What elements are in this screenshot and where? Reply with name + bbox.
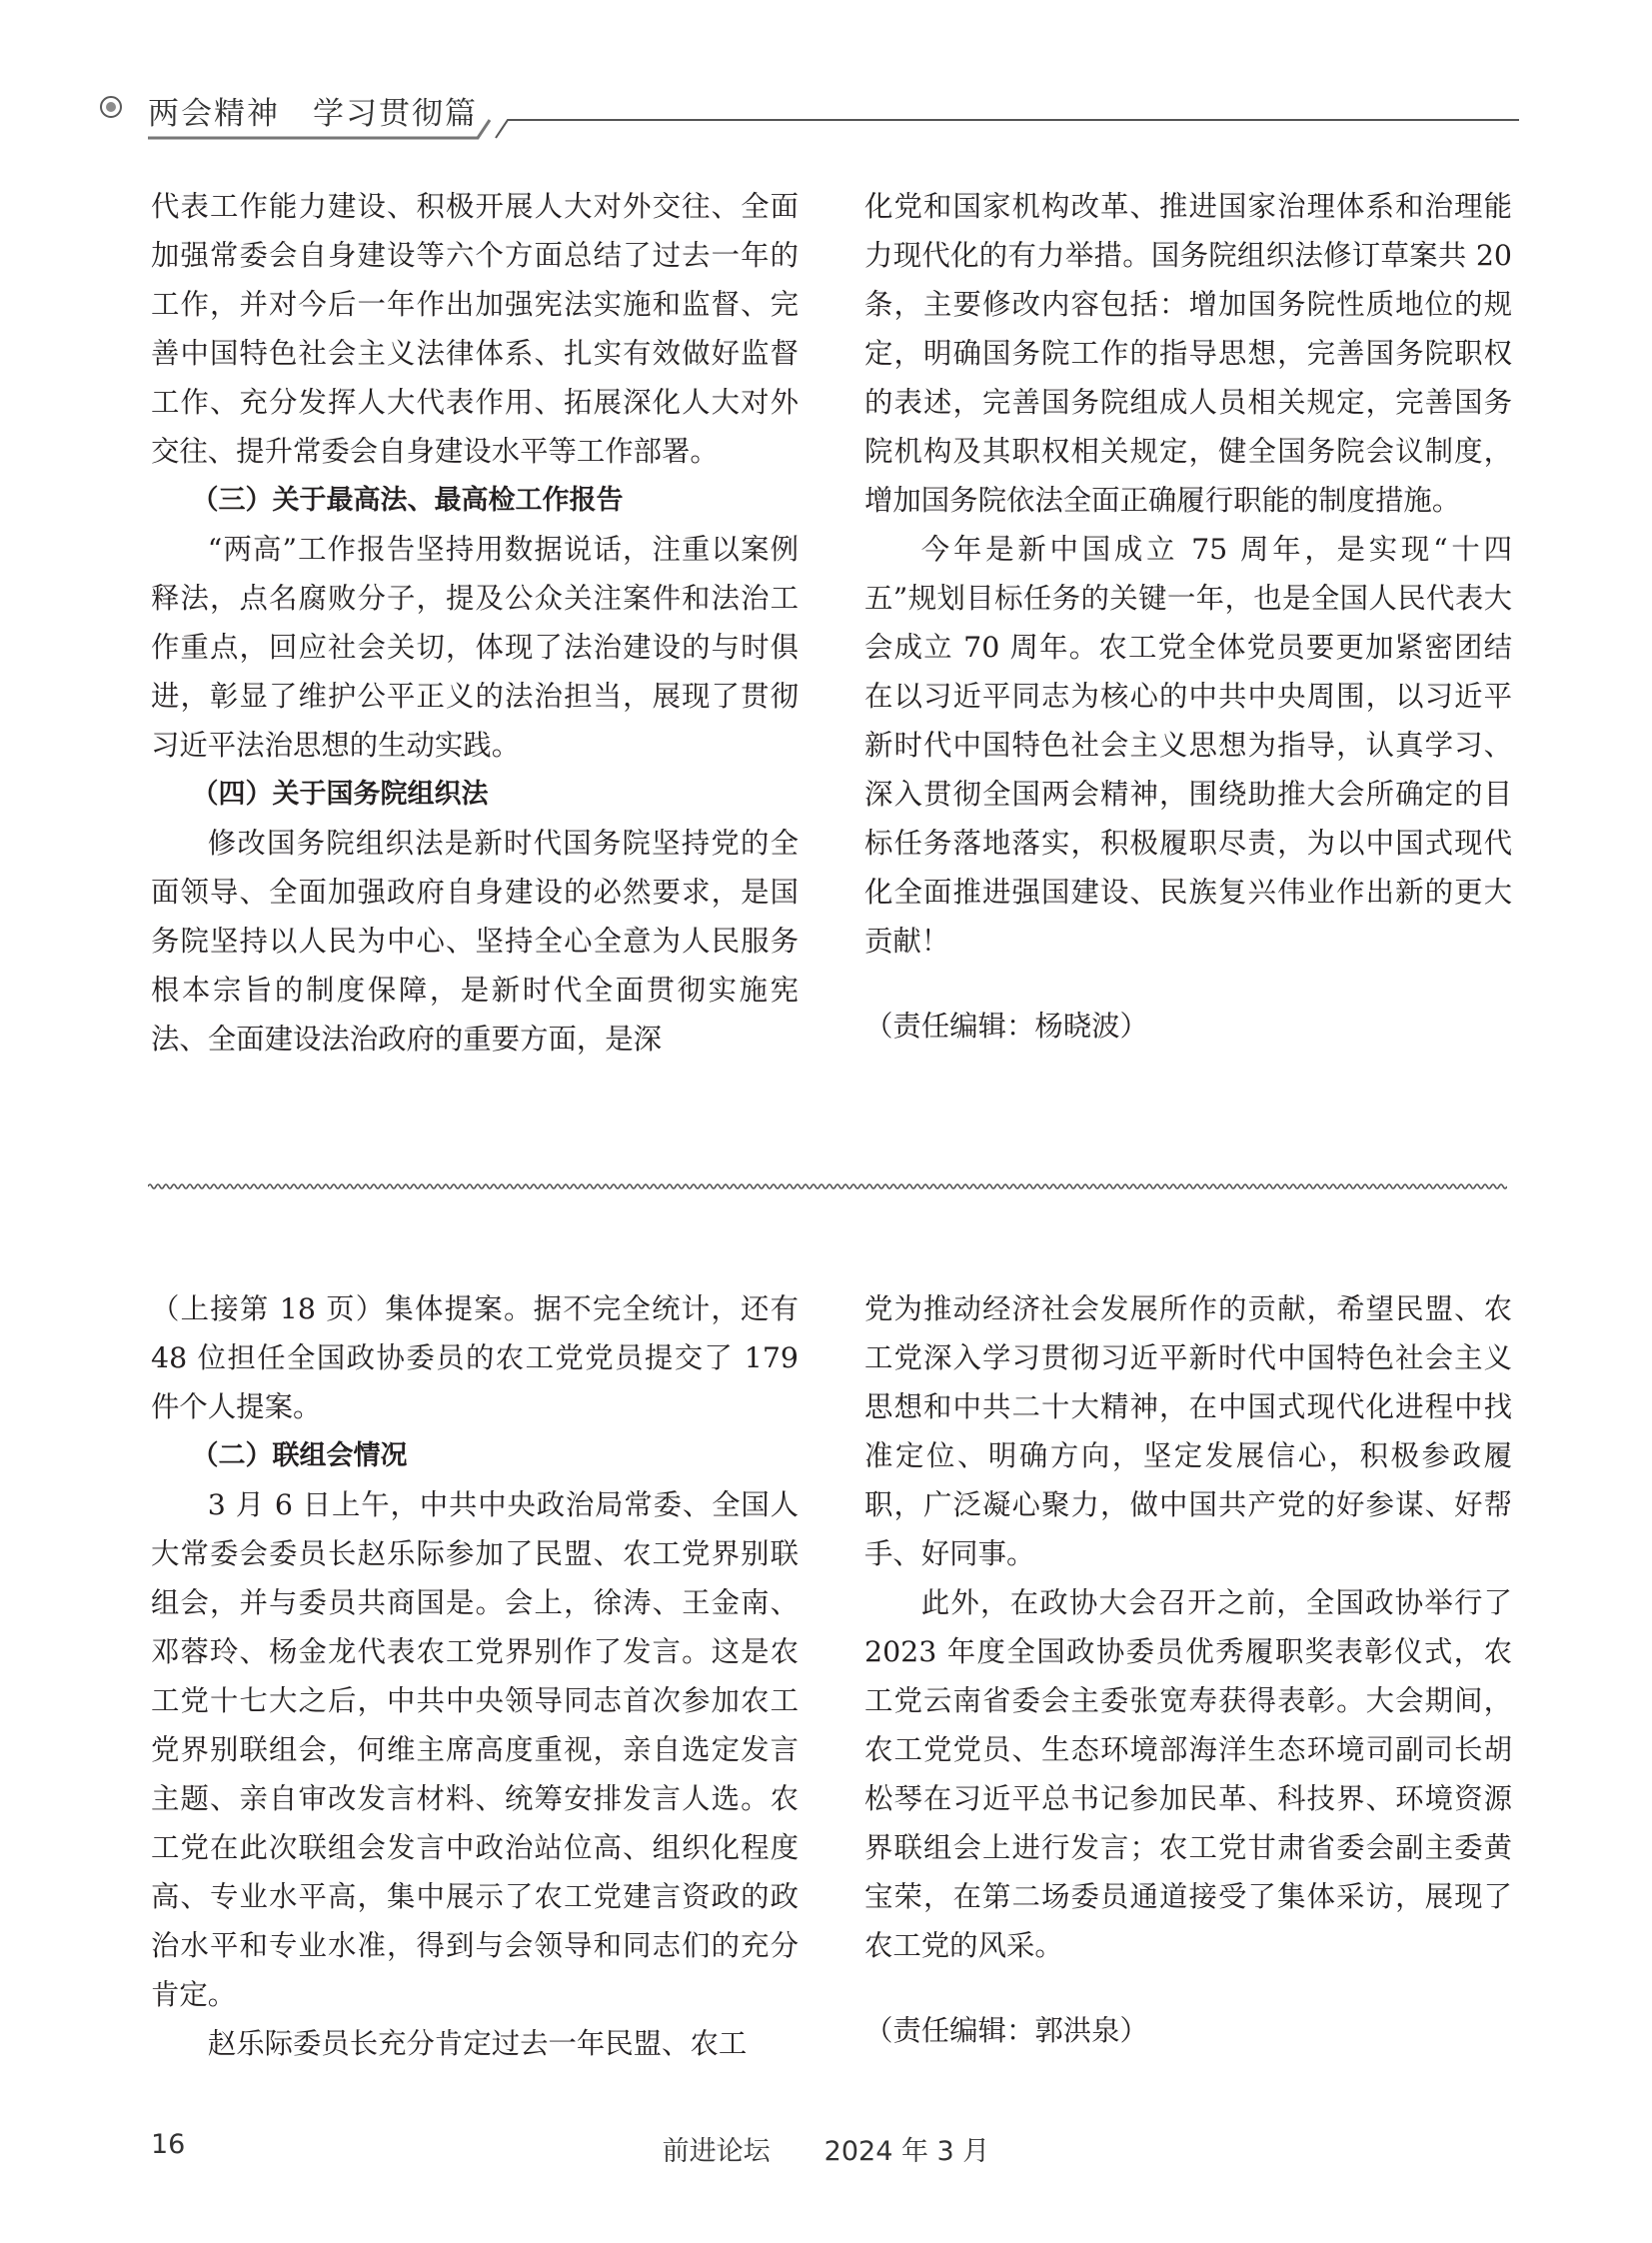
article-top-right-column [864,182,1512,1051]
paragraph: 党为推动经济社会发展所作的贡献，希望民盟、农工党深入学习贯彻习近平新时代中国特色社会主义思想和中共二十大精神，在中国式现代化进程中找准定位、明确方向，坚定发展信心，积极参政履职，广泛凝心聚力，做中国共产党的好参谋、好帮手、好同事。 [864,1292,1512,1570]
subheading-supreme-court-report: （三）关于最高法、最高检工作报告 [191,485,624,516]
paragraph: 修改国务院组织法是新时代国务院坚持党的全面领导、全面加强政府自身建设的必然要求，是国务院坚持以人民为中心、坚持全心全意为人民服务根本宗旨的制度保障，是新时代全面贯彻实施宪法、全面建设法治政府的重要方面，是深 [151,827,799,1056]
bullet-circle-icon [100,96,122,118]
running-header [0,0,1652,140]
editor-credit: （责任编辑：郭洪泉） [864,2014,1148,2047]
article-top-left-column [151,182,799,1064]
paragraph: 代表工作能力建设、积极开展人大对外交往、全面加强常委会自身建设等六个方面总结了过去一年的工作，并对今后一年作出加强宪法实施和监督、完善中国特色社会主义法律体系、扎实有效做好监督工作、充分发挥人大代表作用、拓展深化人大对外交往、提升常委会自身建设水平等工作部署。 [151,190,799,468]
article-bottom-left-column [151,1284,799,2068]
paragraph: （上接第 18 页）集体提案。据不完全统计，还有 48 位担任全国政协委员的农工党党员提交了 179 件个人提案。 [151,1292,799,1423]
paragraph: 3 月 6 日上午，中共中央政治局常委、全国人大常委会委员长赵乐际参加了民盟、农工党界别联组会，并与委员共商国是。会上，徐涛、王金南、邓蓉玲、杨金龙代表农工党界别作了发言。这是农工党十七大之后，中共中央领导同志首次参加农工党界别联组会，何维主席高度重视，亲自选定发言主题、亲自审改发言材料、统筹安排发言人选。农工党在此次联组会发言中政治站位高、组织化程度高、专业水平高，集中展示了农工党建言资政的政治水平和专业水准，得到与会领导和同志们的充分肯定。 [151,1488,799,2011]
paragraph: 今年是新中国成立 75 周年，是实现“十四五”规划目标任务的关键一年，也是全国人民代表大会成立 70 周年。农工党全体党员要更加紧密团结在以习近平同志为核心的中共中央周围，以习近平新时代中国特色社会主义思想为指导，认真学习、深入贯彻全国两会精神，围绕助推大会所确定的目标任务落地落实，积极履职尽责，为以中国式现代化全面推进强国建设、民族复兴伟业作出新的更大贡献！ [864,533,1512,958]
article-bottom-right-column [864,1284,1512,2055]
paragraph: 赵乐际委员长充分肯定过去一年民盟、农工 [207,2027,748,2060]
publication-info: 前进论坛 2024 年 3 月 [662,2136,990,2167]
subheading-joint-session: （二）联组会情况 [191,1440,408,1471]
editor-credit: （责任编辑：杨晓波） [864,1010,1148,1043]
page-number: 16 [151,2129,186,2160]
paragraph: “两高”工作报告坚持用数据说话，注重以案例释法，点名腐败分子，提及公众关注案件和法治工作重点，回应社会关切，体现了法治建设的与时俱进，彰显了维护公平正义的法治担当，展现了贯彻习近平法治思想的生动实践。 [151,533,799,762]
wavy-divider [148,1179,1507,1193]
section-title: 两会精神 学习贯彻篇 [148,96,478,132]
subheading-state-council-law: （四）关于国务院组织法 [191,779,489,810]
paragraph: 此外，在政协大会召开之前，全国政协举行了 2023 年度全国政协委员优秀履职奖表彰仪式，农工党云南省委会主委张宽寿获得表彰。大会期间，农工党党员、生态环境部海洋生态环境司副司长胡松琴在习近平总书记参加民革、科技界、环境资源界联组会上进行发言；农工党甘肃省委会副主委黄宝荣，在第二场委员通道接受了集体采访，展现了农工党的风采。 [864,1586,1512,1962]
paragraph: 化党和国家机构改革、推进国家治理体系和治理能力现代化的有力举措。国务院组织法修订草案共 20 条，主要修改内容包括：增加国务院性质地位的规定，明确国务院工作的指导思想，完善国务院职权的表述，完善国务院组成人员相关规定，完善国务院机构及其职权相关规定，健全国务院会议制度，增加国务院依法全面正确履行职能的制度措施。 [864,190,1512,517]
